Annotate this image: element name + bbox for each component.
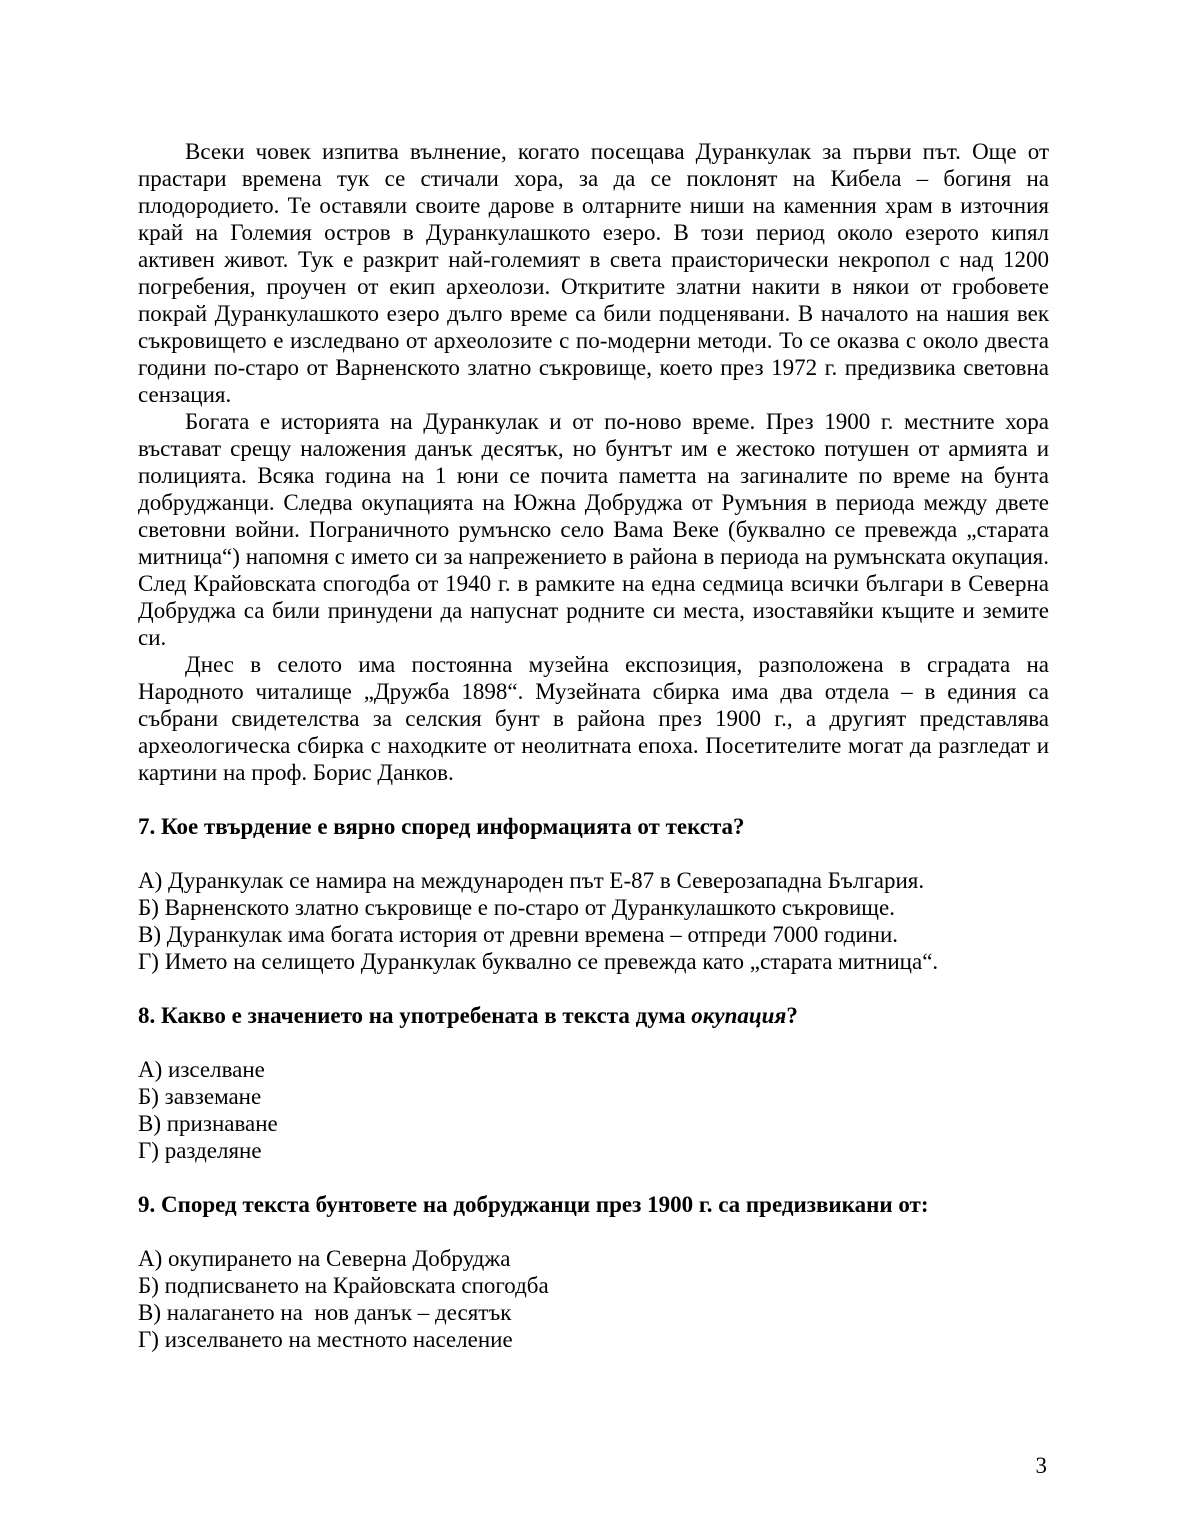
question-8: [138, 1002, 1049, 1164]
passage-paragraph-2: Богата е историята на Дуранкулак и от по-ново време. През 1900 г. местните хора въстават срещу наложения данък десятък, но бунтът им е жестоко потушен от армията и полицията. Всяка година на 1 юни се почита паметта на загиналите по време на бунта добруджанци. Следва окупацията на Южна Добруджа от Румъния в периода между двете световни войни. Пограничното румънско село Вама Веке (буквално се превежда „старата митница“) напомня с името си за напрежението в района в периода на румънската окупация. След Крайовската спогодба от 1940 г. в рамките на една седмица всички българи в Северна Добруджа са били принудени да напуснат родните си места, изоставяйки къщите и земите си.: [138, 409, 1049, 650]
question-8-option-g: Г) разделяне: [138, 1138, 262, 1163]
question-8-stem-italic-word: окупация: [691, 1003, 787, 1028]
question-8-option-v: В) признаване: [138, 1111, 278, 1136]
question-7: [138, 813, 1049, 975]
question-8-options: [138, 1056, 1049, 1164]
page-number: 3: [1035, 1453, 1047, 1478]
question-8-stem-text: 8. Какво е значението на употребената в текста дума: [138, 1003, 692, 1028]
passage-paragraph-1: Всеки човек изпитва вълнение, когато посещава Дуранкулак за първи път. Още от прастари времена тук се стичали хора, за да се поклонят на Кибела – богиня на плодородието. Те оставяли своите дарове в олтарните ниши на каменния храм в източния край на Големия остров в Дуранкулашкото езеро. В този период около езерото кипял активен живот. Тук е разкрит най-големият в света праисторически некропол с над 1200 погребения, проучен от екип археолози. Откритите златни накити в някои от гробовете покрай Дуранкулашкото езеро дълго време са били подценявани. В началото на нашия век съкровището е изследвано от археолозите с по-модерни методи. То се оказва с около двеста години по-старо от Варненското златно съкровище, което през 1972 г. предизвика световна сензация.: [138, 139, 1049, 407]
question-7-option-v: В) Дуранкулак има богата история от древни времена – отпреди 7000 години.: [138, 922, 899, 947]
question-7-option-b: Б) Варненското златно съкровище е по-старо от Дуранкулашкото съкровище.: [138, 895, 895, 920]
question-7-stem-text: 7. Кое твърдение е вярно според информацията от текста?: [138, 814, 745, 839]
question-9: [138, 1191, 1049, 1353]
page-content: [138, 138, 1049, 1353]
question-8-option-b: Б) завземане: [138, 1084, 262, 1109]
question-8-stem-suffix: ?: [786, 1003, 798, 1028]
question-9-option-a: А) окупирането на Северна Добруджа: [138, 1246, 511, 1271]
question-9-option-b: Б) подписването на Крайовската спогодба: [138, 1273, 549, 1298]
question-9-option-g: Г) изселването на местното население: [138, 1327, 513, 1352]
question-7-option-a: А) Дуранкулак се намира на международен път Е-87 в Северозападна България.: [138, 868, 925, 893]
question-9-stem-text: 9. Според текста бунтовете на добруджанци през 1900 г. са предизвикани от:: [138, 1192, 929, 1217]
question-7-option-g: Г) Името на селището Дуранкулак буквално се превежда като „старата митница“.: [138, 949, 939, 974]
passage-paragraph-3: Днес в селото има постоянна музейна експозиция, разположена в сградата на Народното читалище „Дружба 1898“. Музейната сбирка има два отдела – в единия са събрани свидетелства за селския бунт в района през 1900 г., а другият представлява археологическа сбирка с находките от неолитната епоха. Посетителите могат да разгледат и картини на проф. Борис Данков.: [138, 652, 1049, 785]
question-9-options: [138, 1245, 1049, 1353]
question-7-stem: [138, 813, 1049, 840]
question-8-stem: [138, 1002, 1049, 1029]
question-8-option-a: А) изселване: [138, 1057, 265, 1082]
question-9-option-v: В) налагането на нов данък – десятък: [138, 1300, 512, 1325]
question-7-options: [138, 867, 1049, 975]
question-9-stem: [138, 1191, 1049, 1218]
